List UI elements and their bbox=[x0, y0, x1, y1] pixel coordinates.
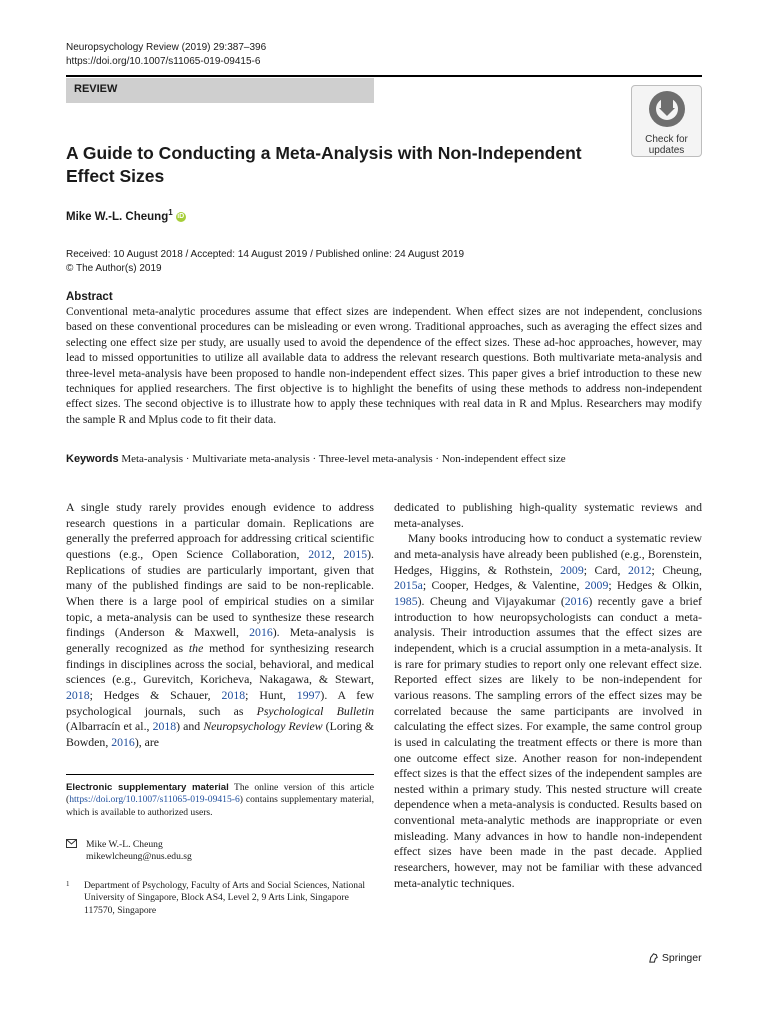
affiliation-block bbox=[66, 880, 374, 917]
article-title bbox=[66, 142, 606, 188]
right-column bbox=[394, 500, 702, 891]
citation-link[interactable]: 1985 bbox=[394, 593, 418, 608]
check-for-updates-badge[interactable] bbox=[631, 85, 702, 157]
citation-link[interactable]: 2016 bbox=[564, 593, 589, 608]
badge-line-1: Check for bbox=[645, 134, 688, 145]
keywords-label: Keywords bbox=[66, 453, 119, 465]
citation-link[interactable]: 2016 bbox=[111, 734, 135, 749]
affiliation-text: Department of Psychology, Faculty of Arts and Social Sciences, National University of Singapore, Block AS4, Level 2, 9 Arts Link, Singapore 117570, Singapore bbox=[84, 880, 366, 916]
esm-note: Electronic supplementary material The online version of this article (https://doi.org/10.1007/s11065-019-09415-6) contains supplementary material, which is available to authorized users. bbox=[66, 782, 374, 818]
keywords-text: Meta-analysis · Multivariate meta-analysis · Three-level meta-analysis · Non-independent effect size bbox=[121, 453, 566, 465]
paragraph-2: Many books introducing how to conduct a systematic review and meta-analysis have already been published (e.g., Borenstein, Hedges, Higgins, & Rothstein, 2009; Card, 2012; Cheung, 2015a; Cooper, Hedges, & Valentine, 2009; Hedges & Olkin, 1985). Cheung and Vijayakumar (2016) recently gave a brief introduction to how neuropsychologists can conduct a meta-analysis. Their introduction assumes that the effect sizes are independent, which is a crucial assumption in a meta-analysis. It is rare for primary studies to report only one relevant effect size. Reported effect sizes are likely to be non-independent for various reasons. The sampling errors of the effect sizes may be correlated because the same participants are involved in calculating the effect sizes. For example, the same control group is used in calculating the treatment effects or there is more than one outcome effect size. Another reason for non-independent effect sizes is that the effect sizes of the independent samples are nested within a primary study. This nested structure will create dependence when a meta-analysis is conducted. Results based on conventional meta-analytic methods are inappropriate or even misleading. Many advances in how to handle non-independent effect sizes have been made in the past decade. Applied researchers, however, may not be familiar with these advanced meta-analytic techniques. bbox=[394, 531, 703, 890]
envelope-icon bbox=[66, 839, 77, 852]
esm-link[interactable]: https://doi.org/10.1007/s11065-019-09415-6 bbox=[69, 794, 240, 806]
abstract-heading: Abstract bbox=[66, 291, 113, 303]
left-column bbox=[66, 500, 374, 751]
springer-horse-icon bbox=[648, 952, 659, 963]
citation-link[interactable]: 2018 bbox=[221, 687, 246, 702]
affiliation-number: 1 bbox=[66, 880, 70, 888]
citation-link[interactable]: 2009 bbox=[560, 562, 584, 577]
journal-citation: Neuropsychology Review (2019) 29:387–396 bbox=[66, 42, 267, 53]
esm-label: Electronic supplementary material bbox=[66, 782, 229, 793]
footnote-rule bbox=[66, 774, 374, 775]
article-dates: Received: 10 August 2018 / Accepted: 14 August 2019 / Published online: 24 August 2019 bbox=[66, 249, 465, 260]
citation-link[interactable]: 2016 bbox=[249, 625, 273, 640]
citation-link[interactable]: 2012 bbox=[627, 562, 652, 577]
citation-link[interactable]: 2018 bbox=[66, 687, 90, 702]
author-line bbox=[66, 208, 186, 223]
copyright-line: © The Author(s) 2019 bbox=[66, 263, 162, 274]
citation-link[interactable]: 2015a bbox=[394, 578, 423, 593]
citation-link[interactable]: 2015 bbox=[343, 546, 368, 561]
header-rule bbox=[66, 75, 702, 77]
publisher-name: Springer bbox=[661, 952, 702, 964]
author-affiliation-sup: 1 bbox=[168, 208, 173, 217]
crossmark-icon bbox=[647, 89, 687, 129]
contact-email[interactable]: mikewlcheung@nus.edu.sg bbox=[86, 851, 192, 863]
abstract-text: Conventional meta-analytic procedures assume that effect sizes are independent. When effect sizes are not independent, conclusions based on these conventional procedures can be misleading or even wrong. Traditional approaches, such as averaging the effect sizes and selecting one effect size per study, are usually used to avoid the dependence of the effect sizes. These ad-hoc approaches, however, may lead to missed opportunities to utilize all available data to address the relevant research questions. Both multivariate meta-analysis and three-level meta-analysis have been proposed to handle non-independent effect sizes. This paper gives a brief introduction to these new techniques for applied researchers. The first objective is to highlight the benefits of using these methods to address non-independent effect sizes. The second objective is to illustrate how to apply these techniques with real data in R and Mplus. Researchers may modify the sample R and Mplus code to fit their data. bbox=[66, 306, 702, 426]
springer-logo bbox=[648, 952, 702, 964]
citation-link[interactable]: 1997 bbox=[296, 687, 321, 702]
contact-block bbox=[66, 839, 374, 864]
citation-link[interactable]: 2018 bbox=[152, 719, 177, 734]
paragraph-continued: dedicated to publishing high-quality systematic reviews and meta-analyses. bbox=[394, 500, 702, 530]
intro-paragraph: A single study rarely provides enough evidence to address research questions in a particular domain. Replications are generally the preferred approach for addressing critical scientific questions (e.g., Open Science Collaboration, 2012, 2015). Replications of studies are particularly important, given that many of the published findings are said to be non-replicable. When there is a large pool of empirical studies on a similar topic, a meta-analysis can be used to synthesize these research findings (Anderson & Maxwell, 2016). Meta-analysis is generally recognized as the method for synthesizing research findings in disciplines across the social, behavioral, and medical sciences (e.g., Gurevitch, Koricheva, Nakagawa, & Stewart, 2018; Hedges & Schauer, 2018; Hunt, 1997). A few psychological journals, such as Psychological Bulletin (Albarracín et al., 2018) and Neuropsychology Review (Loring & Bowden, 2016), are bbox=[66, 500, 374, 749]
title-line-1: A Guide to Conducting a Meta-Analysis with Non-Independent bbox=[66, 143, 582, 163]
journal-doi[interactable]: https://doi.org/10.1007/s11065-019-09415-6 bbox=[66, 56, 261, 67]
author-name[interactable]: Mike W.-L. Cheung bbox=[66, 210, 169, 223]
orcid-icon[interactable]: iD bbox=[177, 212, 185, 220]
citation-link[interactable]: 2009 bbox=[584, 578, 609, 593]
keywords-line bbox=[66, 453, 702, 465]
title-line-2: Effect Sizes bbox=[66, 166, 165, 186]
badge-line-2: updates bbox=[648, 145, 685, 156]
section-label: REVIEW bbox=[66, 78, 374, 103]
contact-name: Mike W.-L. Cheung bbox=[86, 839, 163, 850]
citation-link[interactable]: 2012 bbox=[308, 546, 332, 561]
